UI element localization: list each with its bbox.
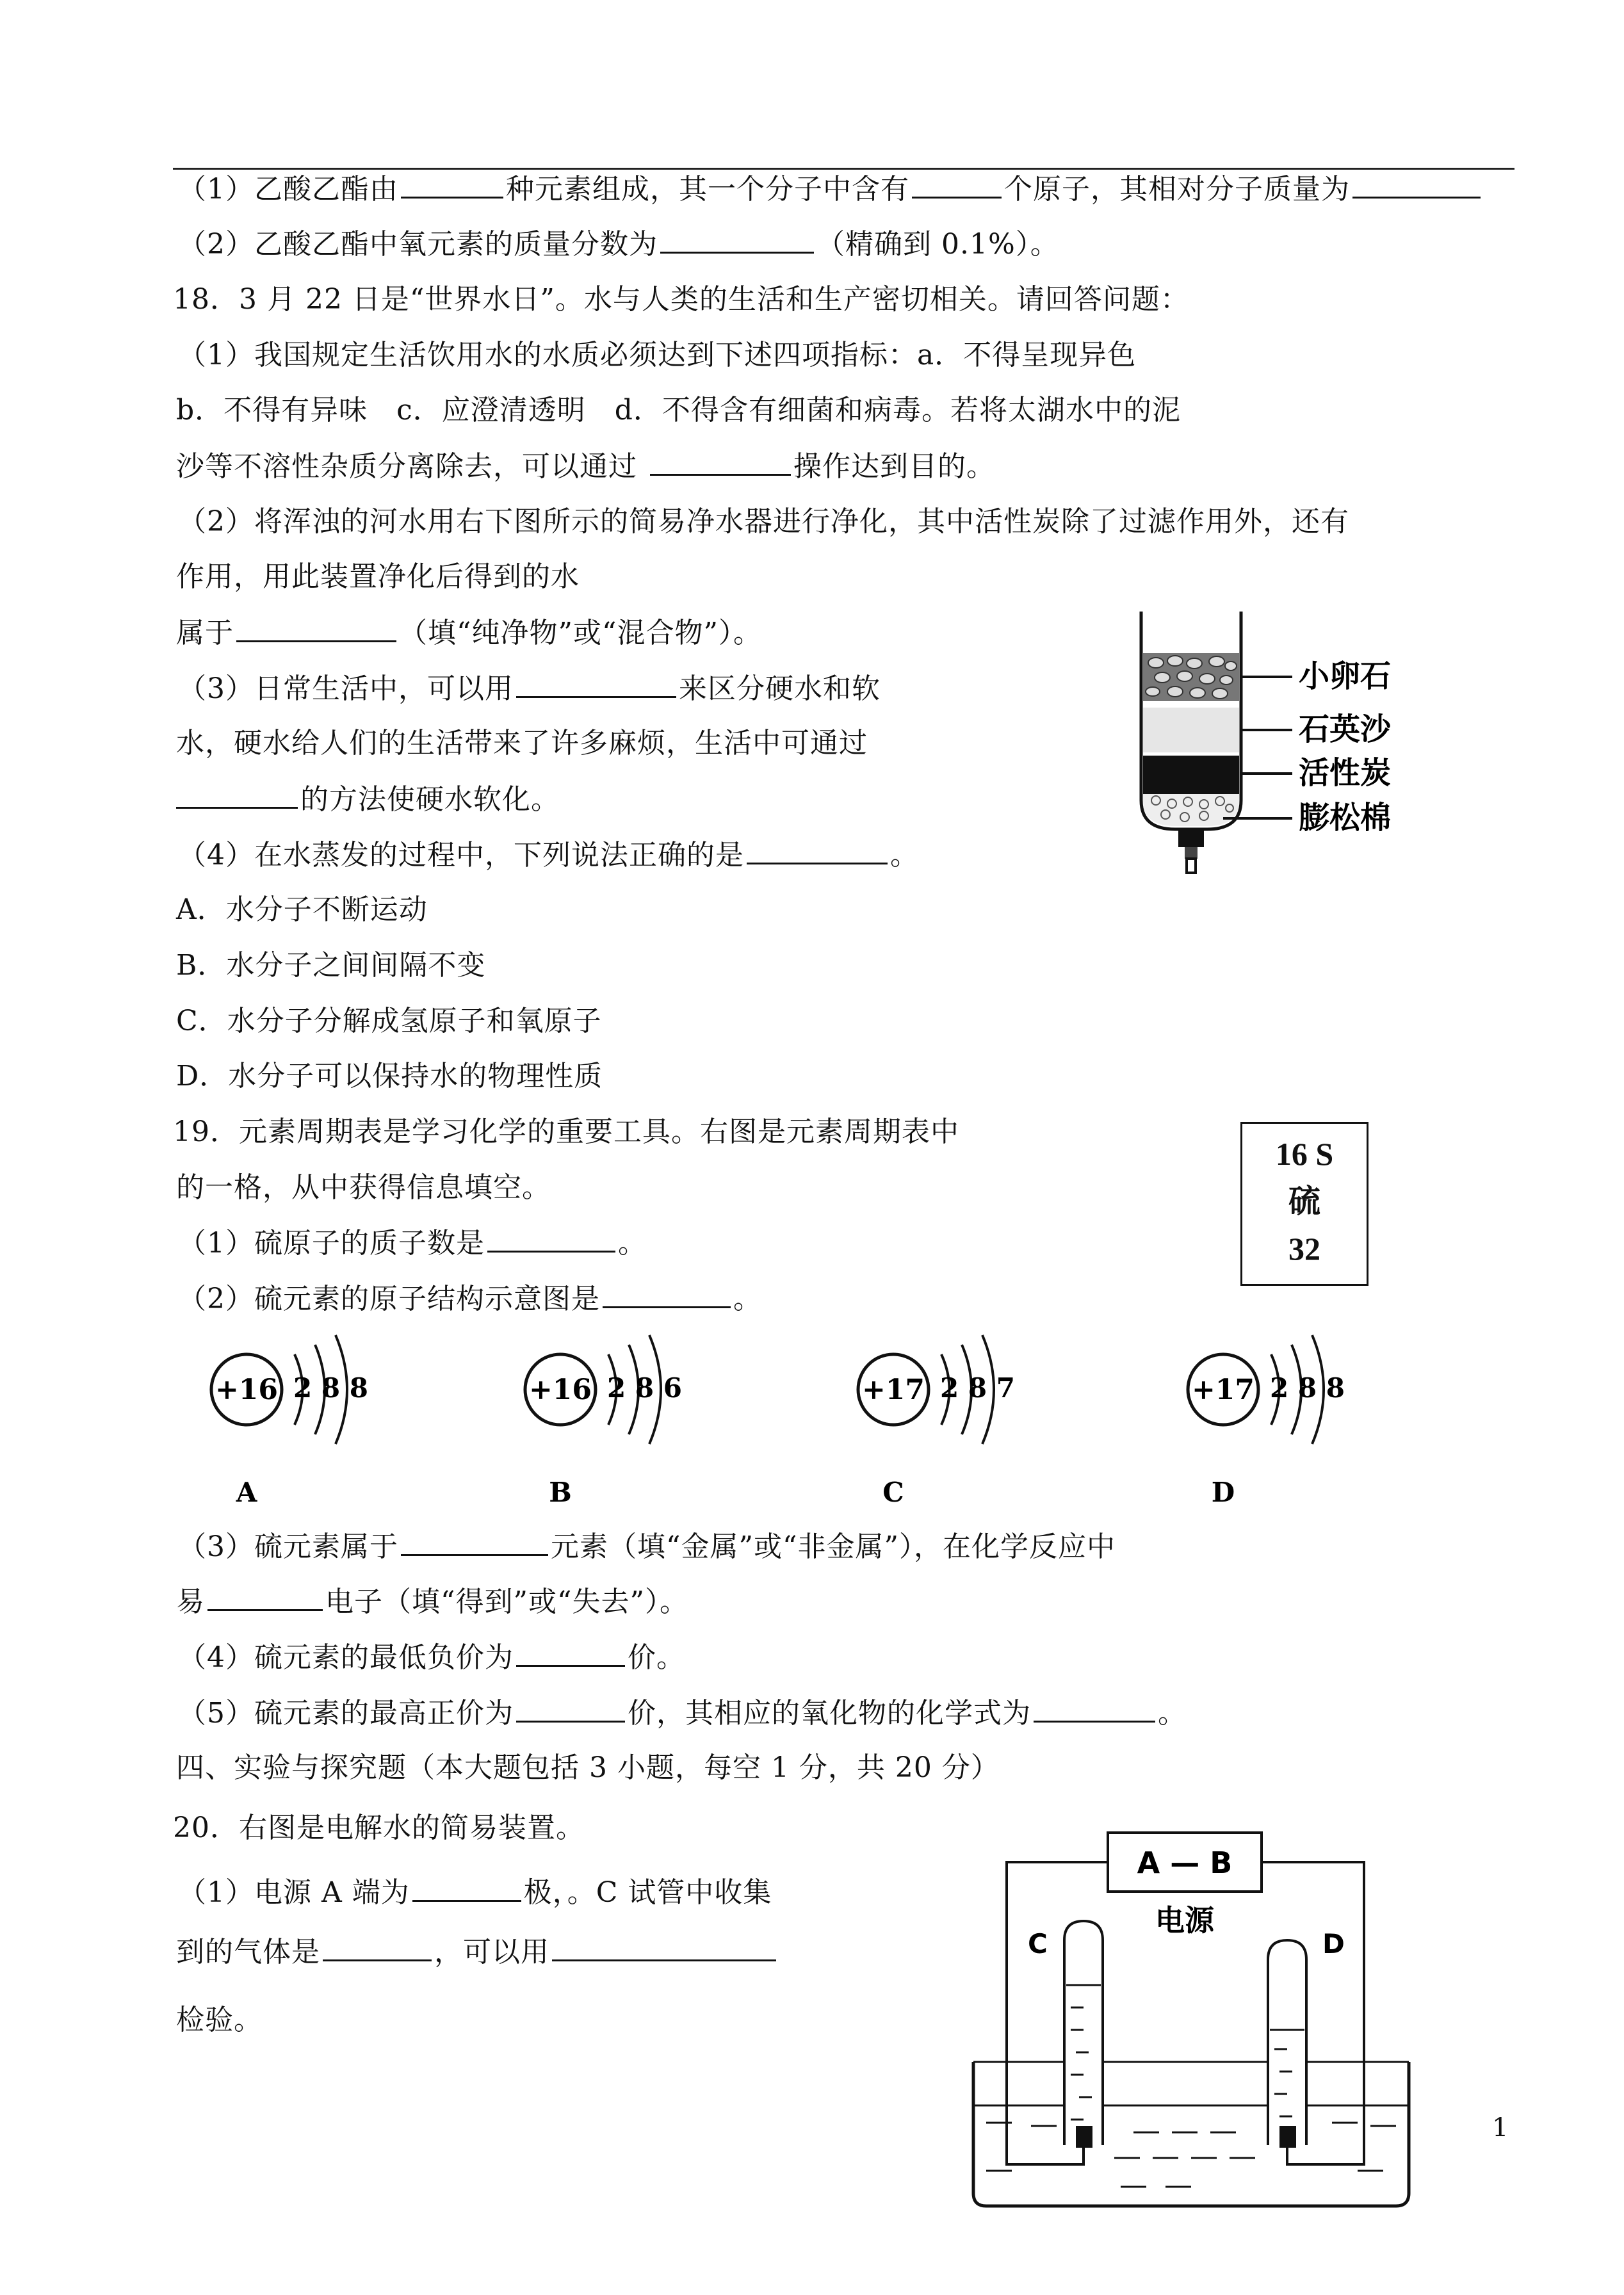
q19-s3-line1-b: 元素（填“金属”或“非金属”），在化学反应中	[551, 1530, 1116, 1563]
periodic-cell-symbol: 16 S	[1275, 1136, 1334, 1172]
filter-label-sand: 石英沙	[1299, 711, 1392, 747]
q18-s2-line3-a: 属于	[176, 617, 234, 649]
answer-blank[interactable]	[323, 1934, 432, 1961]
q17-part1-text-c: 个原子，其相对分子质量为	[1004, 173, 1350, 206]
answer-blank[interactable]	[207, 1584, 323, 1611]
q20-s1-b: 极，。C 试管中收集	[523, 1876, 772, 1909]
q19-s5-a: （5）硫元素的最高正价为	[178, 1697, 514, 1730]
q19-s3-line2	[176, 1584, 688, 1620]
q19-s5	[178, 1695, 1187, 1731]
atom-b-shells: 2 8 6	[607, 1372, 682, 1404]
q19-s1-b: 。	[618, 1227, 647, 1260]
atom-a-shells: 2 8 8	[293, 1372, 368, 1404]
answer-blank[interactable]	[236, 615, 396, 642]
q20-title: 20．右图是电解水的简易装置。	[173, 1812, 585, 1844]
atom-c-letter: C	[882, 1477, 904, 1508]
q19-s5-b: 价，其相应的氧化物的化学式为	[628, 1697, 1031, 1730]
power-source-label: A — B	[1137, 1845, 1233, 1880]
tube-c-label: C	[1028, 1928, 1048, 1959]
q19-title-line1: 19．元素周期表是学习化学的重要工具。右图是元素周期表中	[173, 1115, 959, 1148]
answer-blank[interactable]	[552, 1934, 776, 1961]
q18-s1-line3-a: 沙等不溶性杂质分离除去，可以通过	[176, 450, 637, 483]
q19-s1-a: （1）硫原子的质子数是	[178, 1227, 485, 1260]
q20-s2	[176, 1934, 779, 1970]
q18-option-a: A．水分子不断运动	[176, 893, 428, 926]
q18-s4-b: 。	[890, 839, 919, 872]
atom-option-b[interactable]	[525, 1335, 682, 1508]
q18-s1-line2: b．不得有异味 c．应澄清透明 d．不得含有细菌和病毒。若将太湖水中的泥	[176, 394, 1181, 426]
q18-s4-a: （4）在水蒸发的过程中，下列说法正确的是	[178, 839, 744, 872]
periodic-cell-mass: 32	[1288, 1231, 1320, 1267]
q20-s1	[178, 1874, 772, 1911]
q18-s1-line1: （1）我国规定生活饮用水的水质必须达到下述四项指标：a．不得呈现异色	[178, 339, 1137, 371]
q19-s3-line2-b: 电子（填“得到”或“失去”）。	[325, 1585, 688, 1618]
atom-b-nucleus: +16	[528, 1374, 592, 1406]
q19-s3-line1	[178, 1529, 1116, 1565]
answer-blank[interactable]	[401, 171, 503, 199]
answer-blank[interactable]	[401, 1529, 548, 1556]
q18-s3-line1-b: 来区分硬水和软	[679, 672, 881, 705]
q19-s2-a: （2）硫元素的原子结构示意图是	[178, 1283, 600, 1315]
atom-d-letter: D	[1211, 1477, 1235, 1508]
q20-s2-b: ，可以用	[434, 1936, 549, 1968]
periodic-cell-name: 硫	[1288, 1183, 1320, 1219]
atom-diagrams	[199, 1319, 1351, 1511]
answer-blank[interactable]	[516, 1695, 625, 1723]
atom-d-shells: 2 8 8	[1270, 1372, 1345, 1404]
q18-s3-line3	[176, 781, 560, 818]
q20-s3: 检验。	[176, 2004, 263, 2036]
answer-blank[interactable]	[650, 448, 791, 476]
answer-blank[interactable]	[1352, 171, 1481, 199]
q19-s3-line2-a: 易	[176, 1585, 205, 1618]
q18-s3-line2: 水，硬水给人们的生活带来了许多麻烦，生活中可通过	[176, 727, 868, 759]
q19-s2-b: 。	[733, 1283, 762, 1315]
q18-option-d: D．水分子可以保持水的物理性质	[176, 1060, 603, 1092]
filter-label-pebbles: 小卵石	[1299, 658, 1392, 694]
page-number: 1	[1492, 2113, 1509, 2143]
q19-s4-a: （4）硫元素的最低负价为	[178, 1641, 514, 1674]
answer-blank[interactable]	[747, 837, 888, 864]
atom-option-a[interactable]	[211, 1335, 368, 1508]
q18-s4	[178, 837, 919, 873]
q18-s3-line1	[178, 670, 881, 707]
q17-part1-text-b: 种元素组成，其一个分子中含有	[506, 173, 909, 206]
electrolysis-figure	[961, 1825, 1434, 2209]
q19-s2	[178, 1281, 762, 1317]
atom-c-shells: 2 8 7	[940, 1372, 1015, 1404]
answer-blank[interactable]	[1034, 1695, 1155, 1723]
tube-d-label: D	[1322, 1928, 1345, 1959]
q18-s2-line3	[176, 615, 762, 651]
answer-blank[interactable]	[516, 670, 676, 698]
atom-b-letter: B	[549, 1477, 572, 1508]
q17-part1	[178, 171, 1483, 207]
atom-d-nucleus: +17	[1191, 1374, 1255, 1406]
periodic-cell	[1240, 1122, 1368, 1286]
filter-label-carbon: 活性炭	[1299, 755, 1392, 791]
atom-a-nucleus: +16	[215, 1374, 279, 1406]
q18-option-b: B．水分子之间间隔不变	[176, 949, 486, 982]
answer-blank[interactable]	[660, 226, 814, 254]
q19-title-line2: 的一格，从中获得信息填空。	[176, 1171, 551, 1204]
q20-s2-a: 到的气体是	[176, 1936, 320, 1968]
q18-option-c: C．水分子分解成氢原子和氧原子	[176, 1005, 602, 1037]
q18-s1-line3-b: 操作达到目的。	[793, 450, 995, 483]
q17-part2	[178, 226, 1059, 263]
answer-blank[interactable]	[912, 171, 1002, 199]
top-rule	[173, 168, 1514, 170]
answer-blank[interactable]	[603, 1281, 731, 1308]
q18-s2-line3-b: （填“纯净物”或“混合物”）。	[399, 617, 762, 649]
q19-s4	[178, 1639, 685, 1676]
q20-s1-a: （1）电源 A 端为	[178, 1876, 410, 1909]
power-label: 电源	[1155, 1903, 1214, 1938]
atom-a-letter: A	[236, 1477, 257, 1508]
q18-s1-line3	[176, 448, 995, 485]
q19-s4-b: 价。	[628, 1641, 685, 1674]
q17-part1-text-a: （1）乙酸乙酯由	[178, 173, 398, 206]
q18-s2-line1: （2）将浑浊的河水用右下图所示的简易净水器进行净化，其中活性炭除了过滤作用外，还有	[178, 505, 1349, 538]
answer-blank[interactable]	[487, 1225, 615, 1253]
section4-title: 四、实验与探究题（本大题包括 3 小题，每空 1 分，共 20 分）	[176, 1751, 1000, 1784]
q19-s1	[178, 1225, 647, 1261]
q18-s3-line1-a: （3）日常生活中，可以用	[178, 672, 514, 705]
q18-s2-line2: 作用，用此装置净化后得到的水	[176, 560, 580, 593]
q19-s3-line1-a: （3）硫元素属于	[178, 1530, 398, 1563]
q17-part2-text-b: （精确到 0.1%）。	[816, 228, 1059, 261]
answer-blank[interactable]	[516, 1639, 625, 1667]
answer-blank[interactable]	[176, 781, 298, 809]
q17-part2-text-a: （2）乙酸乙酯中氧元素的质量分数为	[178, 228, 658, 261]
q18-title: 18．3 月 22 日是“世界水日”。水与人类的生活和生产密切相关。请回答问题：	[173, 283, 1189, 316]
atom-option-c[interactable]	[858, 1335, 1015, 1508]
answer-blank[interactable]	[412, 1874, 521, 1902]
q19-s5-c: 。	[1158, 1697, 1187, 1730]
atom-c-nucleus: +17	[861, 1374, 925, 1406]
atom-option-d[interactable]	[1188, 1335, 1345, 1508]
water-filter-figure	[1127, 608, 1428, 890]
filter-label-cotton: 膨松棉	[1299, 800, 1392, 836]
q18-s3-line3-text: 的方法使硬水软化。	[300, 783, 560, 816]
